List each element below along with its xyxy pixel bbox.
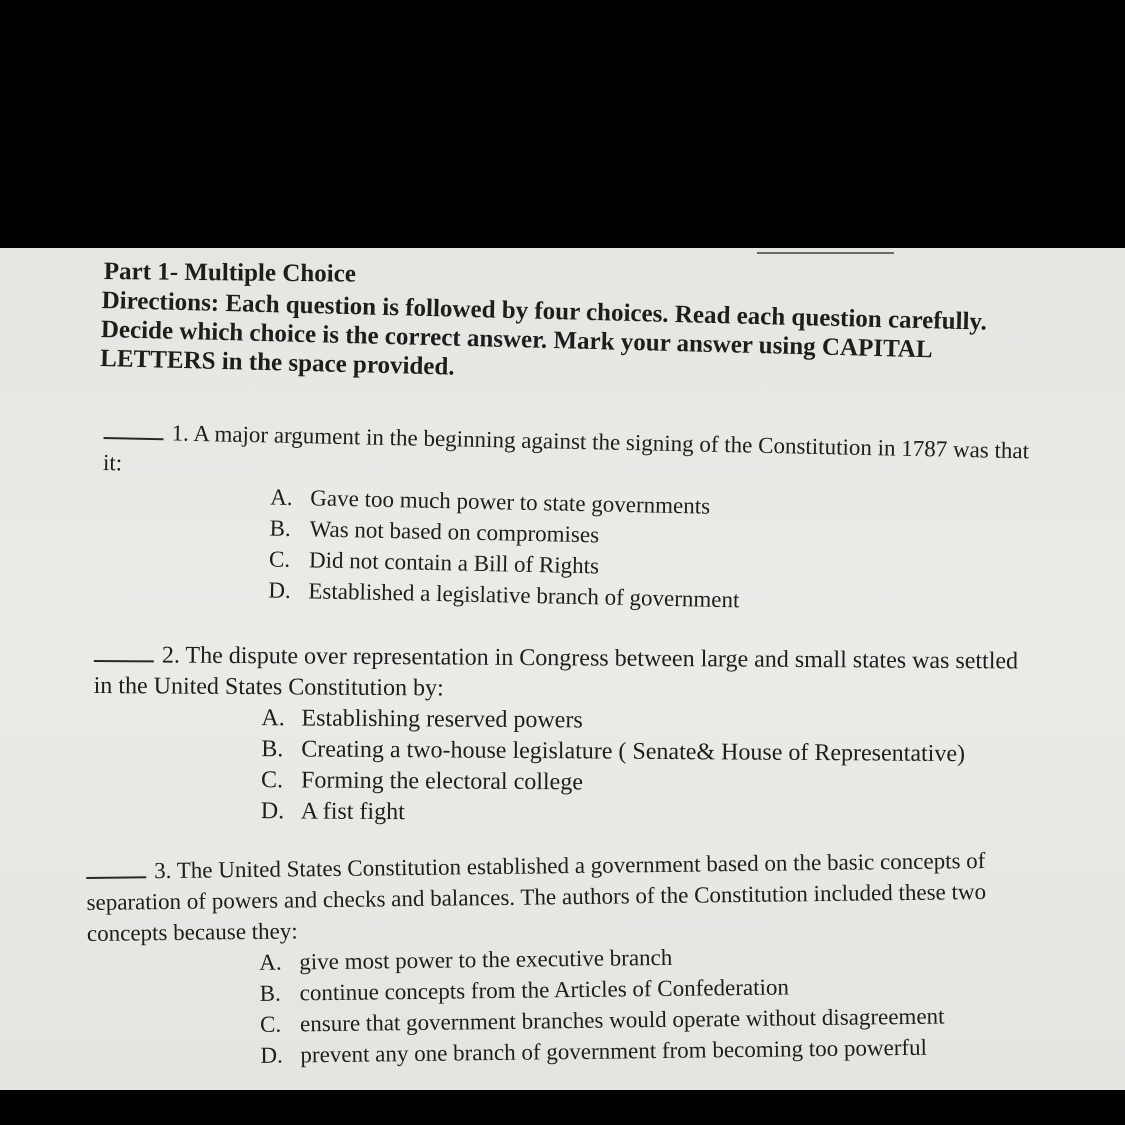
part-title: Part 1- Multiple Choice [103,258,357,288]
question-3-text [86,845,1027,949]
choice-letter: D. [260,798,285,825]
choice-2d [261,796,1043,832]
choice-text: Established a legislative branch of government [308,578,740,613]
choice-letter: D. [260,1042,283,1068]
question-3-prompt: 3. The United States Constitution established a government based on the basic concepts of separation of powers and checks and balances. The authors of the Constitution included these two concepts because they: [86,848,987,946]
choice-text: Gave too much power to state governments [310,485,711,519]
choice-letter: A. [259,949,282,975]
choice-text: Was not based on compromises [309,516,600,548]
choice-text: ensure that government branches would operate without disagreement [299,1003,945,1037]
choice-text: A fist fight [300,798,405,826]
choice-letter: A. [261,705,285,732]
question-1 [100,416,1030,621]
choice-text: Establishing reserved powers [301,705,583,734]
choice-letter: D. [268,577,292,603]
choice-text: prevent any one branch of government from becoming too powerful [300,1034,928,1068]
choice-letter: B. [261,736,284,763]
choice-letter: C. [260,767,284,794]
question-1-prompt: 1. A major argument in the beginning against the signing of the Constitution in 1787 was that it: [102,420,1030,476]
choice-text: Creating a two-house legislature ( Senate& House of Representative) [301,736,966,768]
question-1-choices [100,478,1022,621]
question-2-choices [93,702,1044,833]
choice-text: continue concepts from the Articles of Confederation [299,974,790,1006]
answer-blank-3[interactable] [86,876,146,879]
choice-letter: B. [269,515,292,541]
question-2-text [94,640,1034,709]
top-rule-line [757,252,894,254]
question-2 [93,640,1044,833]
worksheet-page [0,248,1125,1090]
question-2-prompt: 2. The dispute over representation in Congress between large and small states was settled in the United States Constitution by: [93,642,1019,702]
choice-letter: C. [259,1011,282,1037]
choice-letter: B. [259,980,281,1006]
choice-letter: A. [270,484,293,510]
question-3-choices [87,937,1048,1073]
directions-text: Directions: Each question is followed by four choices. Read each question carefully. Decide which choice is the correct answer. Mark your answer using CAPITAL LETTERS in the space provided. [99,286,988,381]
choice-letter: C. [268,546,291,572]
choice-text: Did not contain a Bill of Rights [308,547,600,579]
choice-text: Forming the electoral college [300,767,584,796]
question-3 [86,844,1049,1073]
answer-blank-1[interactable] [104,437,164,440]
choice-text: give most power to the executive branch [299,944,673,975]
answer-blank-2[interactable] [94,660,154,662]
